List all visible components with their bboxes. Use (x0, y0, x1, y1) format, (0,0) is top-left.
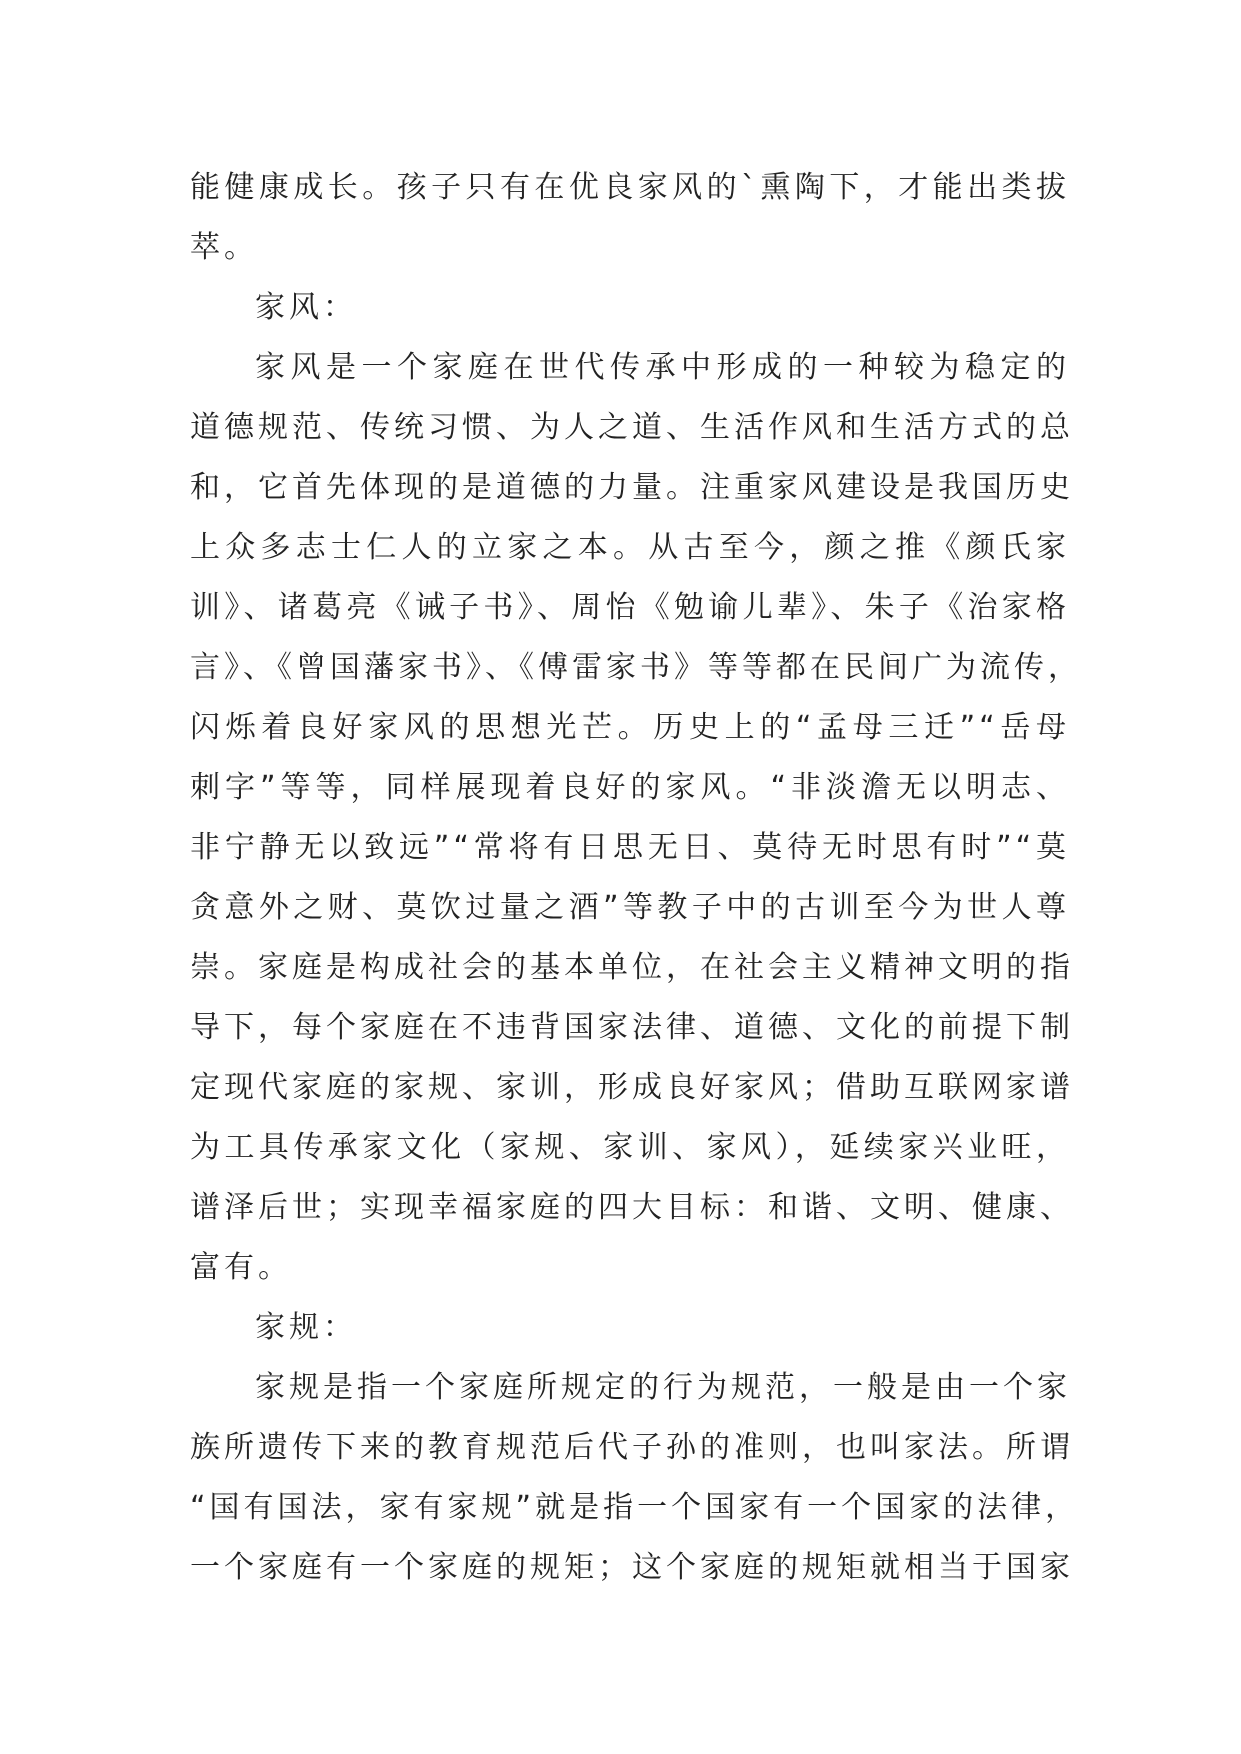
paragraph-line: 刺字”等等，同样展现着良好的家风。“非淡澹无以明志、 (190, 770, 1070, 805)
paragraph-line: 富有。 (190, 1250, 292, 1285)
paragraph-line: 家风是一个家庭在世代传承中形成的一种较为稳定的 (255, 350, 1070, 385)
paragraph-line: 为工具传承家文化（家规、家训、家风），延续家兴业旺， (190, 1130, 1070, 1165)
paragraph-line: 能健康成长。孩子只有在优良家风的`熏陶下，才能出类拔 (190, 170, 1070, 205)
section-heading-jiafeng: 家风： (255, 290, 357, 325)
paragraph-line: 言》、《曾国藩家书》、《傅雷家书》等等都在民间广为流传， (190, 650, 1082, 685)
paragraph-line: 家规是指一个家庭所规定的行为规范，一般是由一个家 (255, 1370, 1071, 1405)
paragraph-line: 谱泽后世；实现幸福家庭的四大目标：和谐、文明、健康、 (190, 1190, 1074, 1225)
paragraph-line: 一个家庭有一个家庭的规矩；这个家庭的规矩就相当于国家 (190, 1550, 1074, 1585)
paragraph-line: 训》、诸葛亮《诫子书》、周怡《勉谕儿辈》、朱子《治家格 (190, 590, 1070, 625)
paragraph-line: 族所遗传下来的教育规范后代子孙的准则，也叫家法。所谓 (190, 1430, 1074, 1465)
paragraph-line: 上众多志士仁人的立家之本。从古至今，颜之推《颜氏家 (190, 530, 1070, 565)
paragraph-line: 崇。家庭是构成社会的基本单位，在社会主义精神文明的指 (190, 950, 1074, 985)
paragraph-line: 闪烁着良好家风的思想光芒。历史上的“孟母三迁”“岳母 (190, 710, 1070, 745)
paragraph-line: 和，它首先体现的是道德的力量。注重家风建设是我国历史 (190, 470, 1074, 505)
paragraph-line: 非宁静无以致远”“常将有日思无日、莫待无时思有时”“莫 (190, 830, 1070, 865)
paragraph-line: 道德规范、传统习惯、为人之道、生活作风和生活方式的总 (190, 410, 1074, 445)
paragraph-line: “国有国法，家有家规”就是指一个国家有一个国家的法律， (190, 1490, 1080, 1525)
section-heading-jiagui: 家规： (255, 1310, 357, 1345)
paragraph-line: 定现代家庭的家规、家训，形成良好家风；借助互联网家谱 (190, 1070, 1074, 1105)
paragraph-line: 贪意外之财、莫饮过量之酒”等教子中的古训至今为世人尊 (190, 890, 1070, 925)
paragraph-line: 萃。 (190, 230, 258, 265)
paragraph-line: 导下，每个家庭在不违背国家法律、道德、文化的前提下制 (190, 1010, 1074, 1045)
